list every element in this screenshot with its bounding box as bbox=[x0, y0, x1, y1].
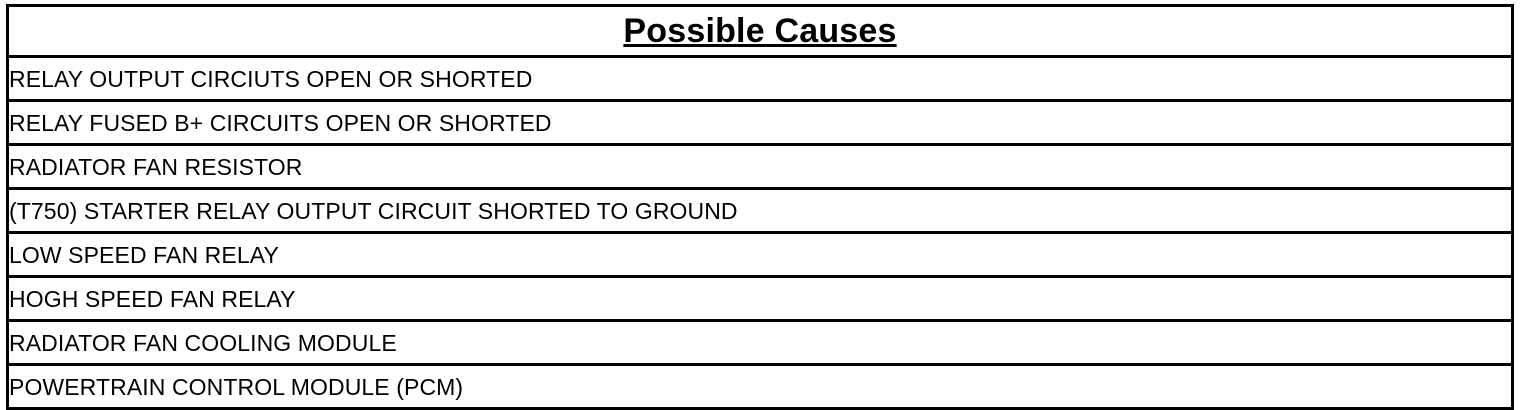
cause-text-8: POWERTRAIN CONTROL MODULE (PCM) bbox=[9, 373, 464, 400]
cause-text-3: RADIATOR FAN RESISTOR bbox=[9, 153, 303, 180]
table-row bbox=[8, 321, 1513, 365]
table-row bbox=[8, 233, 1513, 277]
table-row bbox=[8, 101, 1513, 145]
cause-cell-6 bbox=[8, 277, 1513, 321]
table-header-row bbox=[8, 6, 1513, 57]
table-header-cell bbox=[8, 6, 1513, 57]
cause-text-4: (T750) STARTER RELAY OUTPUT CIRCUIT SHORTED TO GROUND bbox=[9, 197, 738, 224]
table-row bbox=[8, 365, 1513, 409]
cause-text-1: RELAY OUTPUT CIRCIUTS OPEN OR SHORTED bbox=[9, 65, 533, 92]
table-row bbox=[8, 189, 1513, 233]
cause-cell-3 bbox=[8, 145, 1513, 189]
page-title: Possible Causes bbox=[623, 12, 897, 50]
cause-text-7: RADIATOR FAN COOLING MODULE bbox=[9, 329, 397, 356]
table-row bbox=[8, 57, 1513, 101]
cause-cell-2 bbox=[8, 101, 1513, 145]
cause-text-5: LOW SPEED FAN RELAY bbox=[9, 241, 279, 268]
table-row bbox=[8, 277, 1513, 321]
possible-causes-table bbox=[6, 4, 1514, 410]
cause-text-6: HOGH SPEED FAN RELAY bbox=[9, 285, 296, 312]
cause-cell-7 bbox=[8, 321, 1513, 365]
cause-cell-4 bbox=[8, 189, 1513, 233]
cause-cell-1 bbox=[8, 57, 1513, 101]
cause-cell-5 bbox=[8, 233, 1513, 277]
cause-cell-8 bbox=[8, 365, 1513, 409]
table-row bbox=[8, 145, 1513, 189]
cause-text-2: RELAY FUSED B+ CIRCUITS OPEN OR SHORTED bbox=[9, 109, 552, 136]
